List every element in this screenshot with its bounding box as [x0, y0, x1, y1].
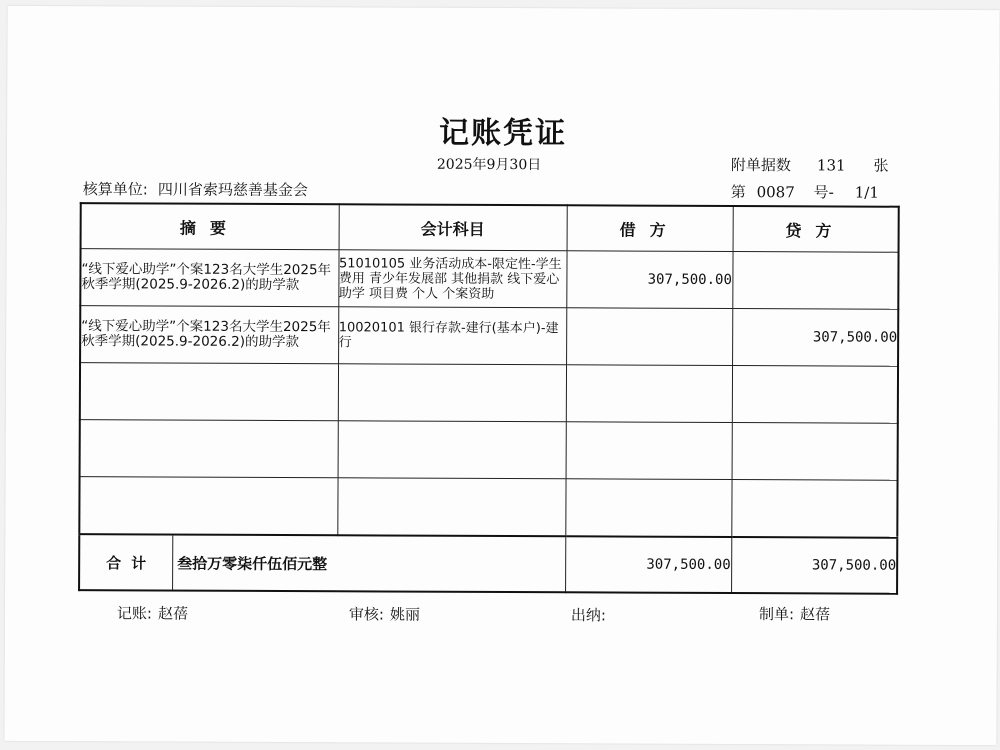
signature-cashier: [571, 604, 612, 625]
total-credit: 307,500.00: [731, 537, 897, 594]
table-header-row: [81, 203, 899, 252]
row-account: [337, 478, 565, 536]
header-summary: 摘要: [81, 203, 339, 250]
attachments-unit: 张: [873, 156, 889, 175]
row-credit: [732, 423, 898, 481]
header-debit: 借方: [567, 205, 733, 251]
accounting-unit-name: 四川省索玛慈善基金会: [157, 180, 308, 200]
total-row: [79, 534, 897, 594]
signature-preparer: [759, 603, 830, 624]
preparer-label: 制单:: [758, 605, 795, 624]
preparer-name: 赵蓓: [799, 605, 831, 624]
row-debit: 307,500.00: [566, 251, 732, 309]
table-row: [80, 306, 898, 367]
row-account: 10020101 银行存款-建行(基本户)-建行: [338, 307, 566, 365]
row-credit: 307,500.00: [732, 309, 898, 367]
row-summary: [80, 420, 338, 478]
cashier-label: 出纳:: [570, 606, 607, 625]
row-debit: [565, 479, 731, 537]
row-account: [338, 364, 566, 422]
row-summary: [80, 363, 338, 421]
table-row: [80, 363, 898, 424]
row-credit: [731, 480, 897, 538]
voucher-table: [78, 202, 900, 595]
voucher-page: 1/1: [854, 183, 879, 202]
voucher-title: 记账凭证: [438, 115, 568, 152]
row-account: [338, 421, 566, 479]
signature-reviewer: [349, 603, 420, 624]
table-row: [80, 249, 898, 310]
row-debit: [566, 365, 732, 423]
attachments-count: [731, 154, 889, 176]
attachments-label: 附单据数: [730, 155, 791, 175]
table-row: [80, 420, 898, 481]
total-amount-in-words: 叁拾万零柒仟伍佰元整: [177, 554, 328, 573]
row-summary: “线下爱心助学”个案123名大学生2025年秋季学期(2025.9-2026.2)的助学款: [80, 249, 338, 307]
accounting-unit: [83, 178, 308, 200]
reviewer-name: 姚丽: [389, 605, 421, 624]
voucher-number: [731, 181, 879, 203]
row-credit: [732, 252, 898, 310]
total-label: 合计: [80, 535, 173, 589]
row-debit: [566, 308, 732, 366]
accounting-unit-label: 核算单位:: [82, 180, 148, 199]
attachments-number: 131: [816, 156, 846, 175]
row-debit: [566, 422, 732, 480]
voucher-number-value: 0087: [756, 183, 795, 202]
signature-bookkeeper: [117, 602, 188, 623]
row-credit: [732, 366, 898, 424]
voucher-sheet: [4, 6, 999, 745]
table-row: [79, 477, 897, 538]
row-summary: [79, 477, 337, 536]
row-account: 51010105 业务活动成本-限定性-学生费用 青少年发展部 其他捐款 线下爱心助学 项目费 个人 个案资助: [338, 250, 566, 308]
voucher-number-suffix: 号-: [813, 183, 835, 202]
voucher-number-prefix: 第: [730, 182, 746, 202]
total-debit: 307,500.00: [565, 536, 731, 593]
total-words-cell: [79, 534, 565, 592]
bookkeeper-name: 赵蓓: [157, 604, 189, 623]
voucher-date: 2025年9月30日: [436, 156, 542, 174]
reviewer-label: 审核:: [348, 605, 385, 624]
bookkeeper-label: 记账:: [116, 604, 153, 623]
header-credit: 贷方: [733, 206, 899, 252]
row-summary: “线下爱心助学”个案123名大学生2025年秋季学期(2025.9-2026.2)的助学款: [80, 306, 338, 364]
header-account: 会计科目: [339, 204, 567, 250]
